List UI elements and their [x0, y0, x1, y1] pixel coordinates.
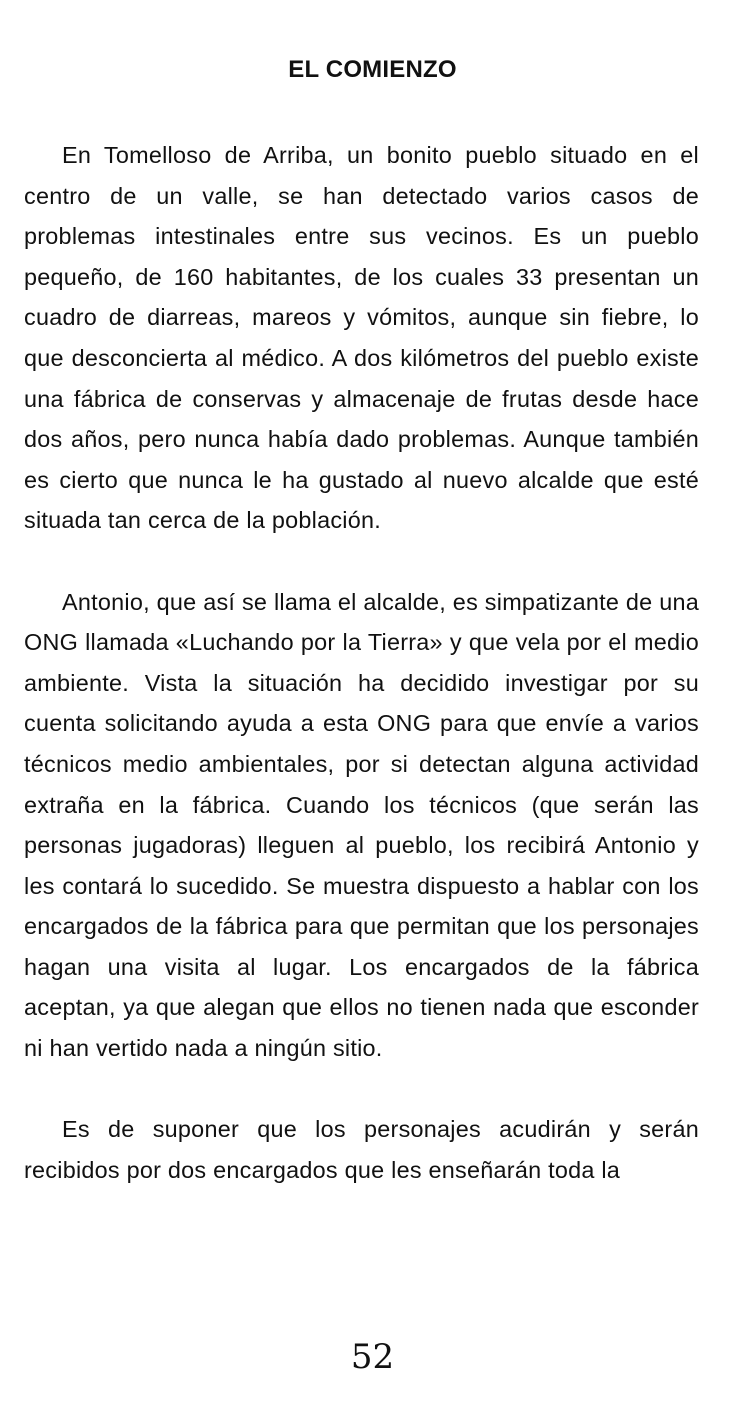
paragraph-1: En Tomelloso de Arriba, un bonito pueblo situado en el centro de un valle, se han detectado varios casos de problemas intestinales entre sus vecinos. Es un pueblo pequeño, de 160 habitantes, de los cuales 33 presentan un cuadro de diarreas, mareos y vómitos, aunque sin fiebre, lo que desconcierta al médico. A dos kilómetros del pueblo existe una fábrica de conservas y almacenaje de frutas desde hace dos años, pero nunca había dado problemas. Aunque también es cierto que nunca le ha gustado al nuevo alcalde que esté situada tan cerca de la población. — [24, 142, 699, 534]
paragraph-3: Es de suponer que los personajes acudirán y serán recibidos por dos encargados que les enseñarán toda la — [24, 1116, 699, 1183]
paragraph-2: Antonio, que así se llama el alcalde, es simpatizante de una ONG llamada «Luchando por la Tierra» y que vela por el medio ambiente. Vista la situación ha decidido investigar por su cuenta solicitando ayuda a esta ONG para que envíe a varios técnicos medio ambientales, por si detectan alguna actividad extraña en la fábrica. Cuando los técnicos (que serán las personas jugadoras) lleguen al pueblo, los recibirá Antonio y les contará lo sucedido. Se muestra dispuesto a hablar con los encargados de la fábrica para que permitan que los personajes hagan una visita al lugar. Los encargados de la fábrica aceptan, ya que alegan que ellos no tienen nada que esconder ni han vertido nada a ningún sitio. — [24, 588, 699, 1062]
body-text — [24, 135, 699, 1190]
page-number: 52 — [350, 1337, 395, 1377]
chapter-title: EL COMIENZO — [288, 56, 457, 83]
